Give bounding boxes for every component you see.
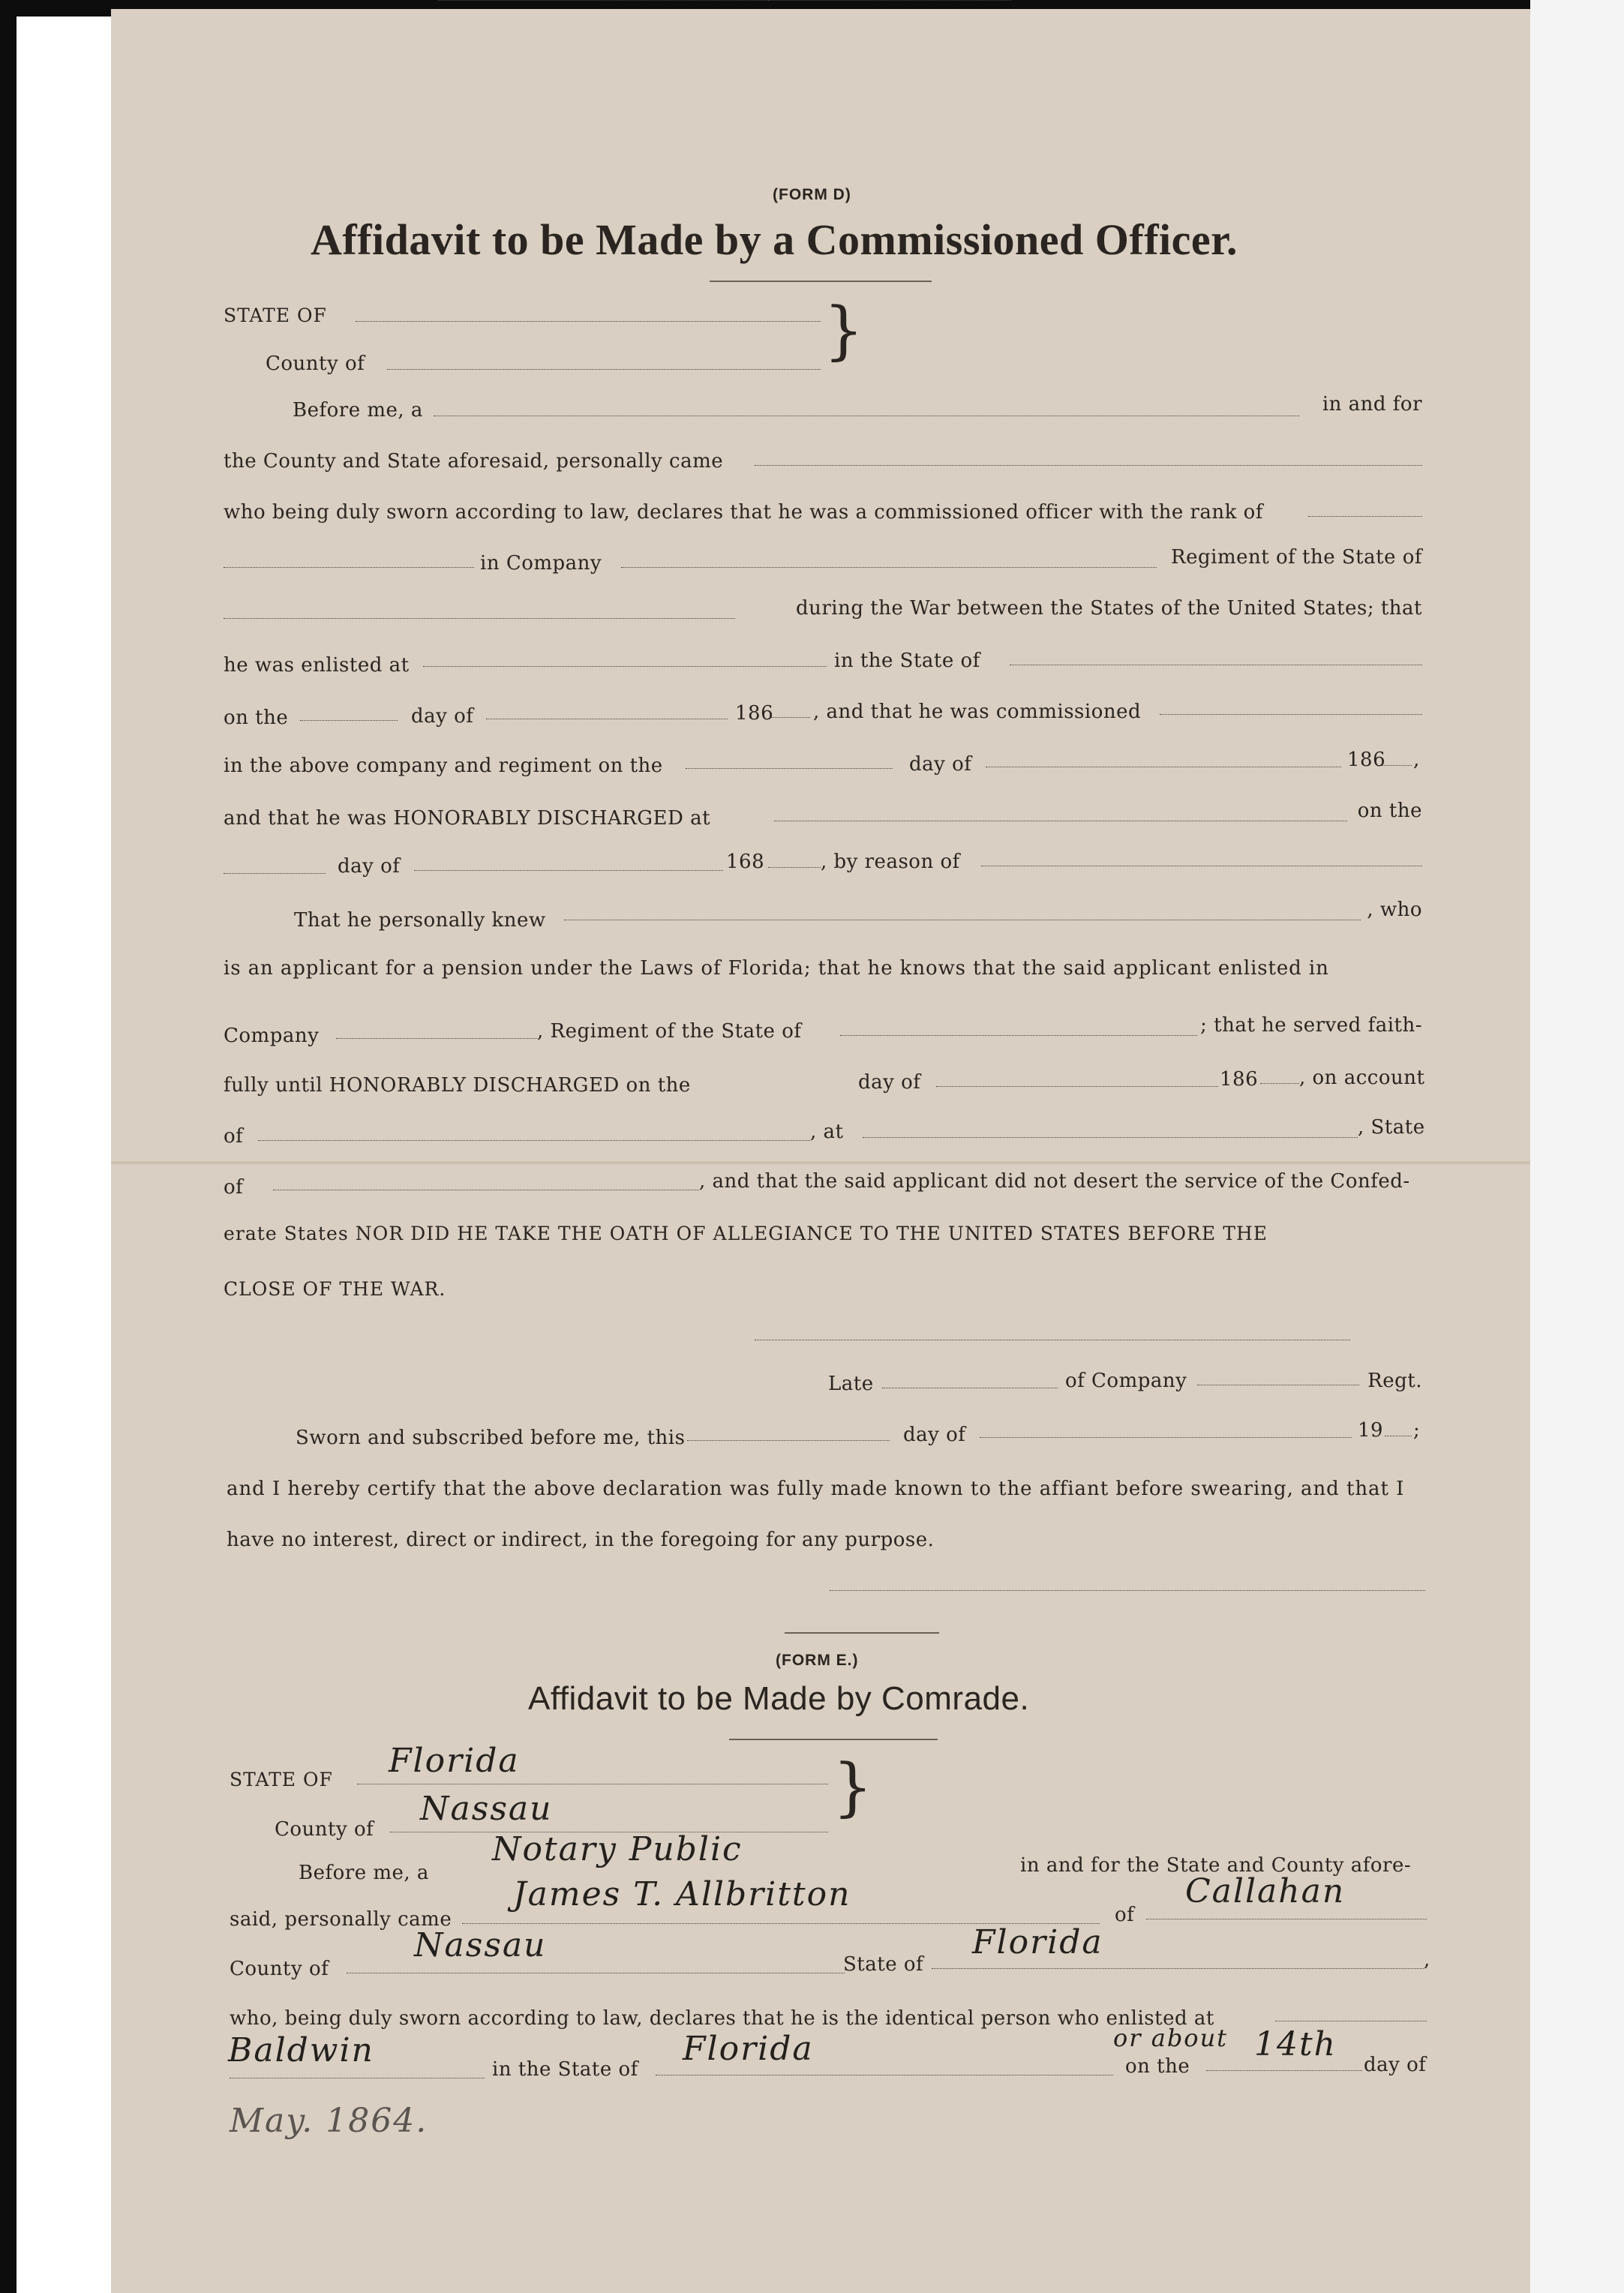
rank-blank[interactable]	[1308, 516, 1422, 517]
commission-year-blank[interactable]	[1382, 765, 1412, 766]
enlisted-day-blank[interactable]	[1206, 2070, 1362, 2071]
handwritten-enlisted-place: Baldwin	[228, 2031, 374, 2069]
year-19-label: 19	[1358, 1419, 1384, 1442]
handwritten-date: May. 1864.	[230, 2102, 428, 2140]
of-company-label: of Company	[1065, 1370, 1187, 1392]
personally-came-blank[interactable]	[755, 465, 1422, 466]
comrade-state-of-label-2: State of	[843, 1953, 924, 1976]
applicant-discharge-month-blank[interactable]	[936, 1086, 1218, 1087]
on-account-text: , on account	[1299, 1067, 1425, 1089]
form-e-title: Affidavit to be Made by Comrade.	[528, 1680, 1030, 1717]
scan-background-right	[1530, 0, 1624, 2293]
company-blank[interactable]	[621, 567, 1157, 568]
comrade-day-of-label: day of	[1364, 2054, 1427, 2076]
handwritten-county: Nassau	[420, 1790, 553, 1828]
state-of-label: STATE OF	[224, 305, 327, 326]
brace-2: }	[833, 1750, 873, 1823]
comrade-officer-blank[interactable]	[438, 0, 1011, 1]
form-e-label: (FORM E.)	[776, 1652, 859, 1669]
discharged-at-text: and that he was HONORABLY DISCHARGED at	[224, 807, 711, 830]
title-rule-2	[729, 1739, 938, 1740]
applicant-discharge-year-blank[interactable]	[1260, 1083, 1299, 1084]
comrade-in-and-for-text: in and for the State and County afore-	[1020, 1854, 1412, 1877]
officer-signature-blank[interactable]	[830, 1590, 1425, 1591]
day-of-label-5: day of	[903, 1424, 966, 1446]
day-of-label: day of	[411, 705, 474, 728]
said-personally-came-text: said, personally came	[230, 1908, 452, 1931]
personally-knew-text: That he personally knew	[294, 909, 546, 932]
section-rule	[785, 1632, 939, 1634]
commissioned-text: , and that he was commissioned	[813, 701, 1142, 723]
comrade-duly-sworn-text: who, being duly sworn according to law, declares that he is the identical person who enlisted at	[230, 2007, 1214, 2030]
enlist-year-blank[interactable]	[771, 717, 810, 718]
regiment-state-label: Regiment of the State of	[1171, 546, 1422, 569]
of-label: of	[224, 1125, 244, 1148]
comrade-on-the-label: on the	[1125, 2055, 1190, 2078]
comrade-state-of-label: STATE OF	[230, 1769, 333, 1790]
close-of-war-text: CLOSE OF THE WAR.	[224, 1278, 446, 1300]
in-company-label: in Company	[480, 552, 602, 575]
enlisted-place-blank[interactable]	[423, 666, 827, 667]
sworn-subscribed-text: Sworn and subscribed before me, this	[296, 1427, 686, 1449]
year-168-label: 168	[726, 851, 765, 873]
no-interest-text: have no interest, direct or indirect, in the foregoing for any purpose.	[227, 1529, 935, 1551]
county-of-label: County of	[266, 353, 365, 375]
discharge-day-blank[interactable]	[224, 873, 326, 874]
day-of-label-2: day of	[909, 753, 972, 776]
handwritten-state-2: Florida	[972, 1923, 1103, 1961]
sworn-month-blank[interactable]	[980, 1437, 1352, 1438]
handwritten-officer: Notary Public	[492, 1830, 743, 1868]
enlist-day-blank[interactable]	[300, 720, 398, 721]
above-company-text: in the above company and regiment on the	[224, 755, 663, 777]
form-d-title: Affidavit to be Made by a Commissioned Officer.	[311, 215, 1238, 264]
sworn-day-blank[interactable]	[687, 1440, 890, 1441]
company-label: Company	[224, 1025, 320, 1047]
state-label: , State	[1358, 1116, 1425, 1139]
in-state-of-label: in the State of	[834, 650, 980, 672]
commissioned-rank-blank[interactable]	[1160, 714, 1422, 715]
at-label: , at	[810, 1121, 844, 1143]
state-of-blank[interactable]	[356, 321, 821, 322]
title-rule	[710, 281, 932, 282]
fully-until-text: fully until HONORABLY DISCHARGED on the	[224, 1074, 691, 1097]
rank-blank-continued[interactable]	[224, 567, 474, 568]
brace: }	[824, 293, 864, 367]
handwritten-state: Florida	[389, 1742, 520, 1780]
late-label: Late	[828, 1373, 874, 1395]
regt-label: Regt.	[1367, 1370, 1422, 1392]
who-label: , who	[1367, 899, 1422, 921]
applicant-regiment-state-blank[interactable]	[840, 1035, 1197, 1036]
handwritten-enlisted-state: Florida	[683, 2030, 814, 2068]
discharge-month-blank[interactable]	[414, 870, 723, 871]
in-and-for-label: in and for	[1322, 393, 1422, 416]
day-of-label-4: day of	[858, 1071, 921, 1094]
year-186-label: 186	[735, 702, 774, 725]
year-186-label-3: 186	[1220, 1068, 1259, 1091]
comrade-county-of-label: County of	[275, 1818, 374, 1841]
served-faith-text: ; that he served faith-	[1200, 1014, 1422, 1037]
handwritten-county-2: Nassau	[414, 1926, 547, 1964]
applicant-line-text: is an applicant for a pension under the Laws of Florida; that he knows that the said applicant enlisted in	[224, 957, 1329, 980]
applicant-company-blank[interactable]	[336, 1038, 537, 1039]
at-place-blank[interactable]	[863, 1137, 1358, 1138]
semicolon: ;	[1413, 1419, 1421, 1442]
of-label-3: of	[1115, 1904, 1135, 1926]
comrade-county-of-label-2: County of	[230, 1958, 329, 1980]
did-not-desert-text: , and that the said applicant did not desert the service of the Confed-	[699, 1170, 1410, 1193]
discharge-year-blank[interactable]	[768, 867, 821, 868]
scan-border-left	[0, 0, 17, 2293]
on-the-label-2: on the	[1357, 800, 1422, 822]
county-state-came-text: the County and State aforesaid, personally came	[224, 450, 724, 473]
oath-line-text: erate States NOR DID HE TAKE THE OATH OF ALLEGIANCE TO THE UNITED STATES BEFORE THE	[224, 1223, 1268, 1244]
handwritten-name: James T. Allbritton	[513, 1875, 851, 1913]
enlisted-at-label: he was enlisted at	[224, 654, 410, 677]
comrade-state-blank-2[interactable]	[932, 1968, 1424, 1969]
county-of-blank[interactable]	[387, 369, 821, 370]
comma: ,	[1413, 749, 1420, 771]
day-of-label-3: day of	[338, 855, 401, 878]
state-blank[interactable]	[224, 618, 735, 619]
account-of-blank[interactable]	[258, 1140, 810, 1141]
document-page	[111, 9, 1530, 2293]
certify-line-text: and I hereby certify that the above declaration was fully made known to the affiant before swearing, and that I	[227, 1478, 1405, 1500]
during-war-text: during the War between the States of the United States; that	[795, 597, 1422, 620]
paper-fold	[111, 1161, 1530, 1164]
handwritten-day: 14th	[1254, 2025, 1337, 2063]
commission-day-blank[interactable]	[686, 768, 893, 769]
comma-2: ,	[1424, 1949, 1430, 1971]
handwritten-or-about: or about	[1113, 2024, 1229, 2052]
comrade-before-me-label: Before me, a	[299, 1862, 429, 1884]
form-d-label: (FORM D)	[773, 186, 851, 203]
before-me-label: Before me, a	[293, 399, 423, 422]
duly-sworn-rank-text: who being duly sworn according to law, declares that he was a commissioned officer with the rank of	[224, 501, 1263, 524]
of-label-2: of	[224, 1176, 244, 1199]
comrade-in-state-of-label: in the State of	[492, 2058, 638, 2081]
year-186-label-2: 186	[1347, 749, 1386, 771]
by-reason-text: , by reason of	[821, 851, 960, 873]
handwritten-of-place: Callahan	[1185, 1872, 1346, 1910]
regiment-state-label-2: , Regiment of the State of	[537, 1020, 802, 1043]
on-the-label: on the	[224, 707, 289, 729]
